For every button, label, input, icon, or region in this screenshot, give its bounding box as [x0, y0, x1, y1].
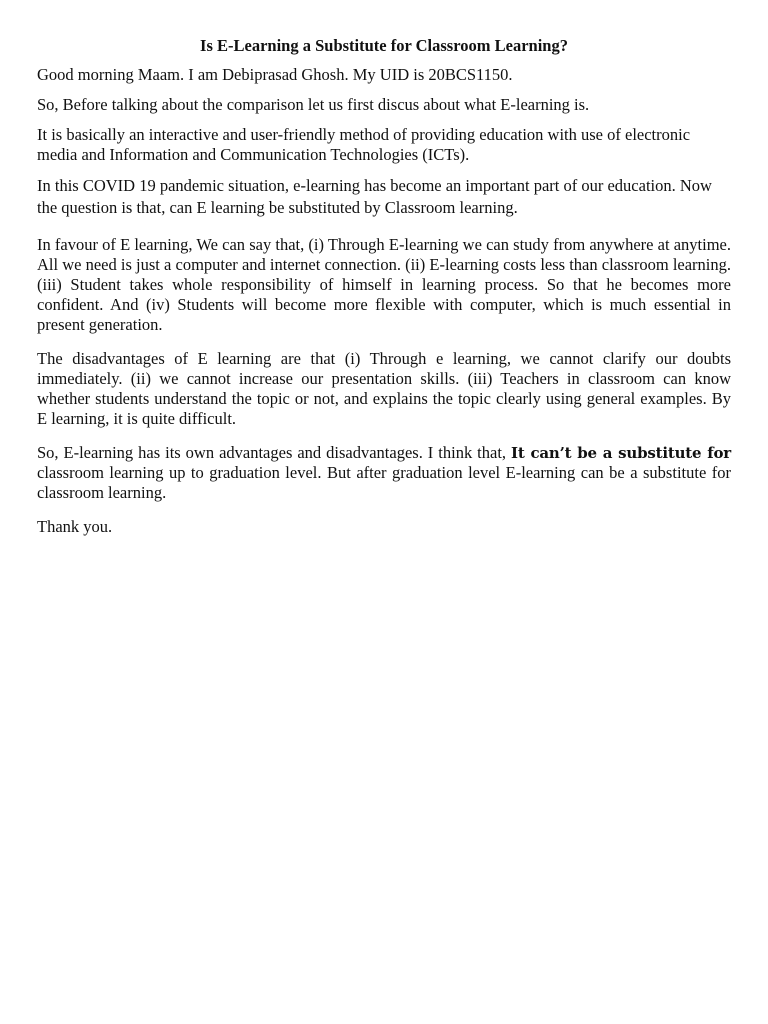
conclusion-end: classroom learning up to graduation level. But after graduation level E-learning can be a substitute for classroom learning.: [37, 463, 731, 502]
document-title: Is E-Learning a Substitute for Classroom Learning?: [200, 36, 568, 55]
document-page: [37, 36, 731, 547]
definition-paragraph: It is basically an interactive and user-friendly method of providing education with use of electronic media and Information and Communication Technologies (ICTs).: [37, 125, 691, 164]
conclusion-emphasis: It can’t be a substitute for: [511, 444, 731, 462]
closing-paragraph: Thank you.: [37, 517, 113, 536]
conclusion-start: So, E-learning has its own advantages and disadvantages. I think that,: [37, 443, 512, 462]
context-paragraph: In this COVID 19 pandemic situation, e-learning has become an important part of our education. Now the question is that, can E learning be substituted by Classroom learning.: [37, 176, 712, 217]
advantages-paragraph: In favour of E learning, We can say that, (i) Through E-learning we can study from anywhere at anytime. All we need is just a computer and internet connection. (ii) E-learning costs less than classroom learning. (iii) Student takes whole responsibility of himself in learning process. So that he becomes more confident. And (iv) Students will become more flexible with computer, which is much essential in present generation.: [37, 235, 731, 334]
disadvantages-paragraph: The disadvantages of E learning are that (i) Through e learning, we cannot clarify our doubts immediately. (ii) we cannot increase our presentation skills. (iii) Teachers in classroom can know whether students understand the topic or not, and explains the topic clearly using general examples. By E learning, it is quite difficult.: [37, 349, 731, 428]
greeting-paragraph: Good morning Maam. I am Debiprasad Ghosh. My UID is 20BCS1150.: [37, 65, 513, 84]
conclusion-paragraph: [37, 443, 731, 503]
intro-paragraph: So, Before talking about the comparison let us first discus about what E-learning is.: [37, 95, 590, 114]
